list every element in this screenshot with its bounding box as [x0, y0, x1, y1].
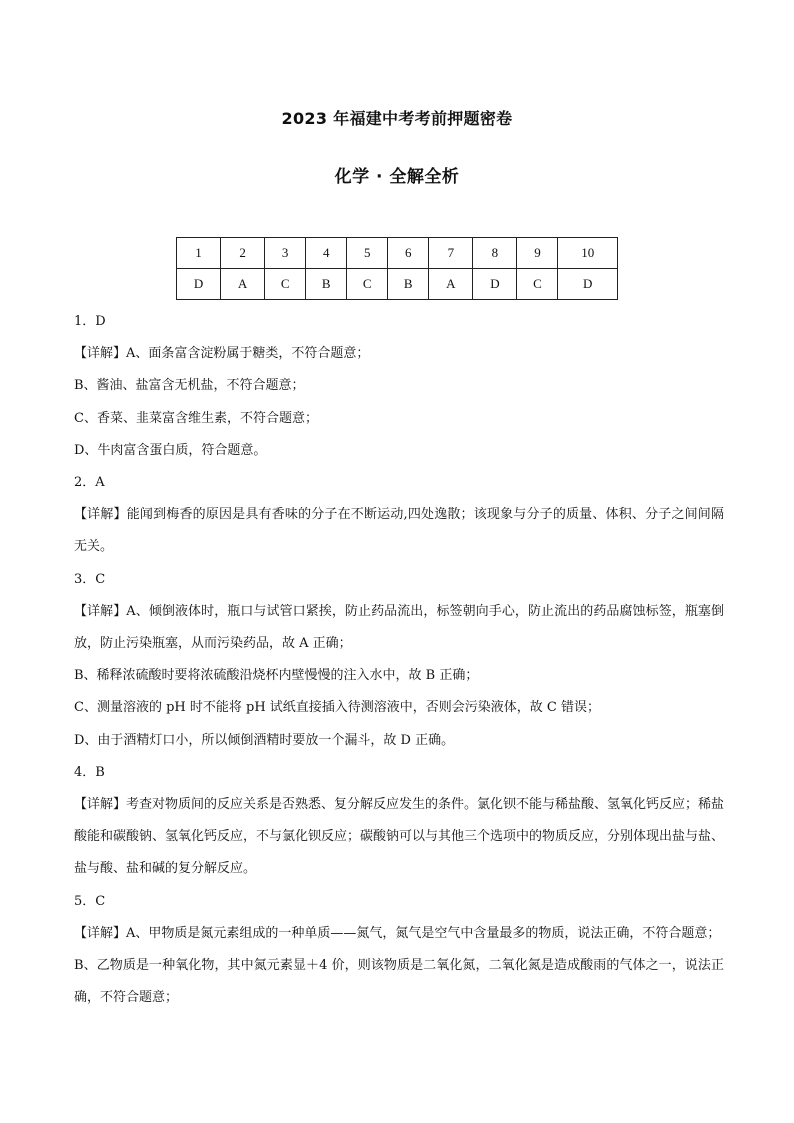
- answer-cell: C: [347, 269, 388, 300]
- solution-line: D、由于酒精灯口小，所以倾倒酒精时要放一个漏斗，故 D 正确。: [74, 732, 455, 748]
- answer-cell: B: [306, 269, 347, 300]
- question-number-cell: 4: [306, 238, 347, 269]
- page-subtitle: 化学 · 全解全析: [334, 167, 460, 187]
- answer-cell: C: [265, 269, 306, 300]
- question-number-cell: 2: [221, 238, 265, 269]
- question-number: 5．C: [74, 893, 106, 909]
- question-number: 4．B: [74, 764, 105, 780]
- question-number-cell: 3: [265, 238, 306, 269]
- answer-cell: B: [388, 269, 429, 300]
- solution-line: 【详解】考查对物质间的反应关系是否熟悉、复分解反应发生的条件。氯化钡不能与稀盐酸、氢氧化钙反应；稀盐酸能和碳酸钠、氢氧化钙反应，不与氯化钡反应；碳酸钠可以与其他三个选项中的物质反应，分别体现出盐与盐、盐与酸、盐和碱的复分解反应。: [74, 797, 725, 877]
- solution-line: 【详解】A、倾倒液体时，瓶口与试管口紧挨，防止药品流出，标签朝向手心，防止流出的药品腐蚀标签，瓶塞倒放，防止污染瓶塞，从而污染药品，故 A 正确；: [74, 603, 724, 652]
- question-number-cell: 6: [388, 238, 429, 269]
- question-number-cell: 1: [177, 238, 221, 269]
- solution-line: C、测量溶液的 pH 时不能将 pH 试纸直接插入待测溶液中，否则会污染液体，故 C 错误；: [74, 700, 601, 716]
- answer-cell: A: [221, 269, 265, 300]
- question-number: 2．A: [74, 475, 105, 491]
- answer-cell: A: [429, 269, 473, 300]
- answer-table: [176, 237, 618, 300]
- answer-cell: D: [177, 269, 221, 300]
- solution-line: 【详解】A、面条富含淀粉属于糖类，不符合题意；: [74, 346, 370, 362]
- answer-cell: D: [558, 269, 618, 300]
- solution-line: C、香菜、韭菜富含维生素，不符合题意；: [74, 410, 318, 426]
- solutions-body: [74, 306, 724, 1014]
- solution-line: 【详解】能闻到梅香的原因是具有香味的分子在不断运动,四处逸散；该现象与分子的质量、体积、分子之间间隔无关。: [74, 507, 724, 555]
- question-number-cell: 9: [517, 238, 558, 269]
- question-number: 1．D: [74, 314, 106, 329]
- question-number-cell: 8: [473, 238, 517, 269]
- question-number: 3．C: [74, 571, 106, 587]
- question-number-cell: 5: [347, 238, 388, 269]
- answer-cell: D: [473, 269, 517, 300]
- answer-table-answer-row: [177, 269, 618, 300]
- solution-line: 【详解】A、甲物质是氮元素组成的一种单质——氮气，氮气是空气中含量最多的物质，说法正确，不符合题意；: [74, 925, 721, 941]
- solution-line: D、牛肉富含蛋白质，符合题意。: [74, 442, 267, 458]
- solution-line: B、酱油、盐富含无机盐，不符合题意；: [74, 378, 305, 394]
- solution-line: B、稀释浓硫酸时要将浓硫酸沿烧杯内壁慢慢的注入水中，故 B 正确；: [74, 668, 479, 684]
- answer-table-number-row: [177, 238, 618, 269]
- question-number-cell: 7: [429, 238, 473, 269]
- question-number-cell: 10: [558, 238, 618, 269]
- page-title: 2023 年福建中考考前押题密卷: [281, 109, 513, 128]
- answer-cell: C: [517, 269, 558, 300]
- solution-line: B、乙物质是一种氧化物，其中氮元素显＋4 价，则该物质是二氧化氮，二氧化氮是造成酸雨的气体之一，说法正确，不符合题意；: [74, 958, 724, 1006]
